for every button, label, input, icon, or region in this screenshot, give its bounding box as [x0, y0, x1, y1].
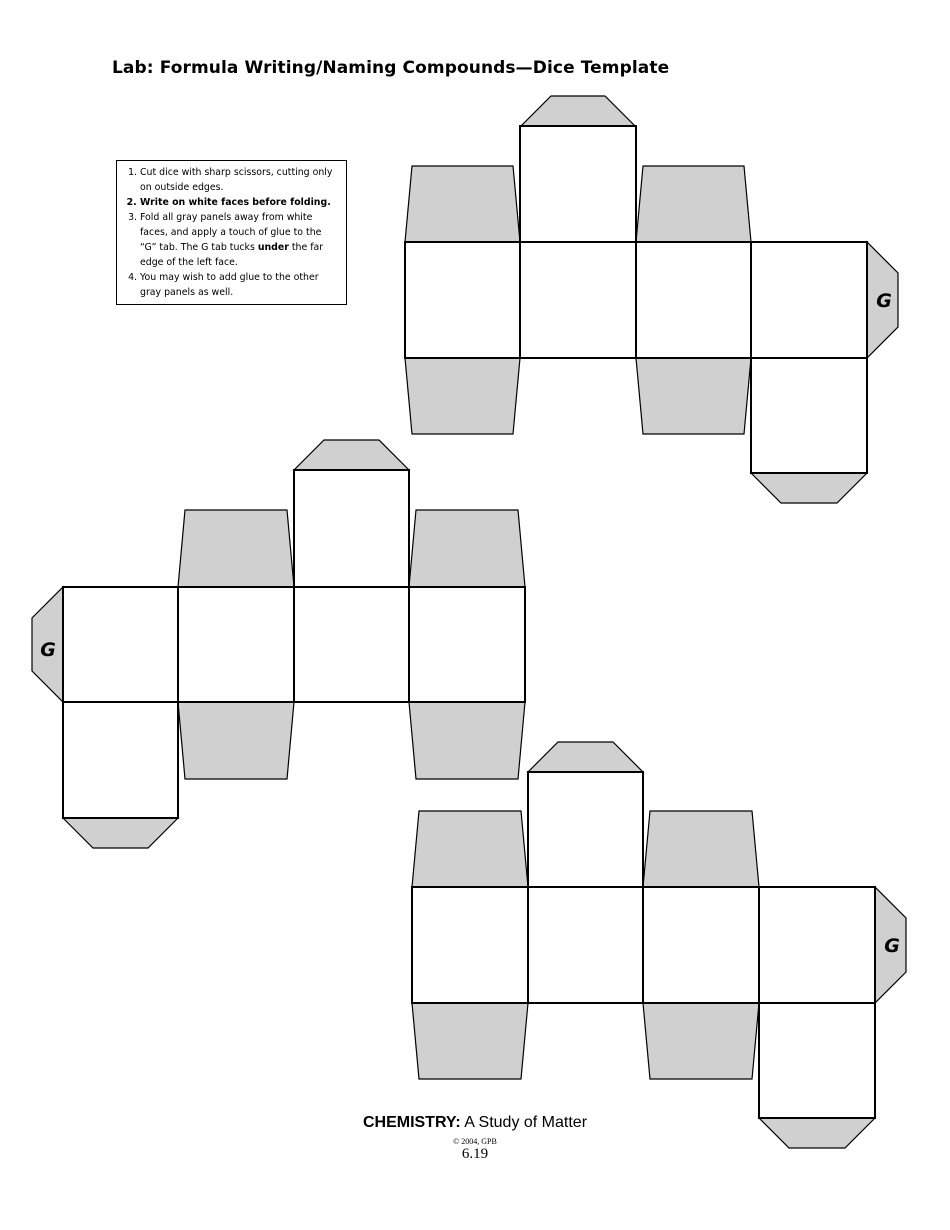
- gray-panel: [412, 1003, 528, 1079]
- die-face: [412, 887, 528, 1003]
- footer-brand-rest: A Study of Matter: [460, 1114, 588, 1131]
- page-number: 6.19: [461, 1146, 489, 1162]
- die-face: [294, 587, 409, 702]
- die-face: [178, 587, 294, 702]
- die-face: [759, 887, 875, 1003]
- page-title: Lab: Formula Writing/Naming Compounds—Dice Template: [112, 58, 670, 78]
- die-face: [751, 242, 867, 358]
- gray-panel: [751, 473, 867, 503]
- die-template-2: [32, 440, 525, 848]
- gray-panel: [178, 510, 294, 587]
- gray-panel: [643, 1003, 759, 1079]
- instruction-step-3-emphasis: under: [257, 242, 289, 253]
- gray-panel: [178, 702, 294, 779]
- die-face: [409, 587, 525, 702]
- gray-panel: [636, 166, 751, 242]
- gray-panel: [412, 811, 528, 887]
- footer-brand: [0, 1114, 950, 1132]
- instruction-step-4: 4. You may wish to add glue to the other gray panels as well.: [140, 270, 339, 300]
- die-face: [405, 242, 520, 358]
- footer-copyright: © 2004, GPB: [453, 1137, 497, 1146]
- gray-panel: [528, 742, 643, 772]
- gray-panel: [294, 440, 409, 470]
- gray-panel: [409, 510, 525, 587]
- die-face: [63, 587, 178, 702]
- gray-panel: [521, 96, 635, 126]
- die-face: [636, 242, 751, 358]
- gray-panel: [643, 811, 759, 887]
- instruction-step-3-tail: the far edge of the left face.: [140, 242, 324, 268]
- die-face: [528, 772, 643, 887]
- gray-panel: [636, 358, 751, 434]
- instruction-step-1: 1. Cut dice with sharp scissors, cutting only on outside edges.: [140, 165, 339, 195]
- die-template-1: [405, 96, 898, 503]
- die-face: [294, 470, 409, 587]
- gray-panel: [63, 818, 178, 848]
- gray-panel: [409, 702, 525, 779]
- die-template-3: [412, 742, 906, 1148]
- gray-panel: [405, 166, 520, 242]
- gray-panel: [405, 358, 520, 434]
- instruction-step-3-text: Fold all gray panels away from white faces, and apply a touch of glue to the “G” tab. The G tab tucks: [140, 212, 322, 253]
- die-face: [520, 126, 636, 242]
- instruction-step-2: 2. Write on white faces before folding.: [140, 195, 339, 210]
- footer-brand-bold: CHEMISTRY:: [362, 1114, 461, 1131]
- die-face: [751, 358, 867, 473]
- glue-tab-label: G: [40, 639, 56, 661]
- glue-tab-label: G: [884, 935, 900, 957]
- die-face: [528, 887, 643, 1003]
- glue-tab-label: G: [876, 290, 892, 312]
- die-face: [643, 887, 759, 1003]
- die-face: [759, 1003, 875, 1118]
- die-face: [520, 242, 636, 358]
- die-face: [63, 702, 178, 818]
